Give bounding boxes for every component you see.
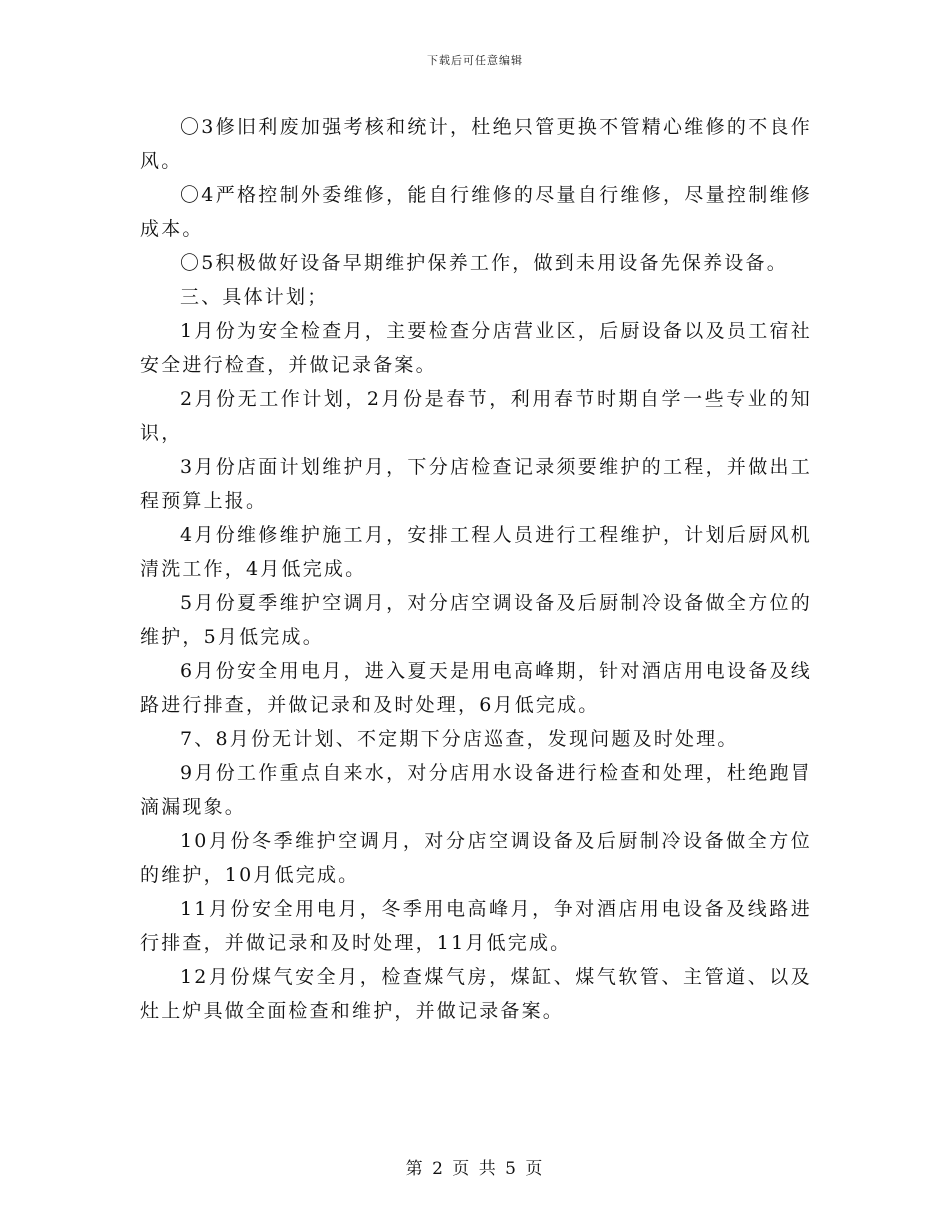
- paragraph-month-7-8: 7、8月份无计划、不定期下分店巡查，发现问题及时处理。: [180, 728, 739, 750]
- paragraph-month-10: 10月份冬季维护空调月，对分店空调设备及后厨制冷设备做全方位的维护，10月低完成。: [140, 830, 812, 886]
- paragraph-item-4: 〇4严格控制外委维修，能自行维修的尽量自行维修，尽量控制维修成本。: [140, 184, 812, 240]
- paragraph-month-2: 2月份无工作计划，2月份是春节，利用春节时期自学一些专业的知识，: [140, 388, 812, 444]
- page-number-footer: 第 2 页 共 5 页: [405, 1159, 545, 1179]
- document-body: [140, 110, 812, 1028]
- paragraph-month-4: 4月份维修维护施工月，安排工程人员进行工程维护，计划后厨风机清洗工作，4月低完成。: [140, 524, 812, 580]
- paragraph-month-6: 6月份安全用电月，进入夏天是用电高峰期，针对酒店用电设备及线路进行排查，并做记录和及时处理，6月低完成。: [140, 660, 812, 716]
- paragraph-month-12: 12月份煤气安全月，检查煤气房，煤缸、煤气软管、主管道、以及灶上炉具做全面检查和维护，并做记录备案。: [140, 966, 812, 1022]
- paragraph-month-9: 9月份工作重点自来水，对分店用水设备进行检查和处理，杜绝跑冒滴漏现象。: [140, 762, 812, 818]
- paragraph-month-1: 1月份为安全检查月，主要检查分店营业区，后厨设备以及员工宿社安全进行检查，并做记录备案。: [140, 320, 812, 376]
- paragraph-item-3: 〇3修旧利废加强考核和统计，杜绝只管更换不管精心维修的不良作风。: [140, 116, 812, 172]
- paragraph-month-3: 3月份店面计划维护月，下分店检查记录须要维护的工程，并做出工程预算上报。: [140, 456, 812, 512]
- paragraph-month-5: 5月份夏季维护空调月，对分店空调设备及后厨制冷设备做全方位的维护，5月低完成。: [140, 592, 812, 648]
- section-heading-plan: 三、具体计划；: [180, 286, 329, 308]
- page-header: 下载后可任意编辑: [427, 54, 523, 67]
- paragraph-item-5: 〇5积极做好设备早期维护保养工作，做到未用设备先保养设备。: [180, 252, 788, 274]
- paragraph-month-11: 11月份安全用电月，冬季用电高峰月，争对酒店用电设备及线路进行排查，并做记录和及时处理，11月低完成。: [140, 898, 812, 954]
